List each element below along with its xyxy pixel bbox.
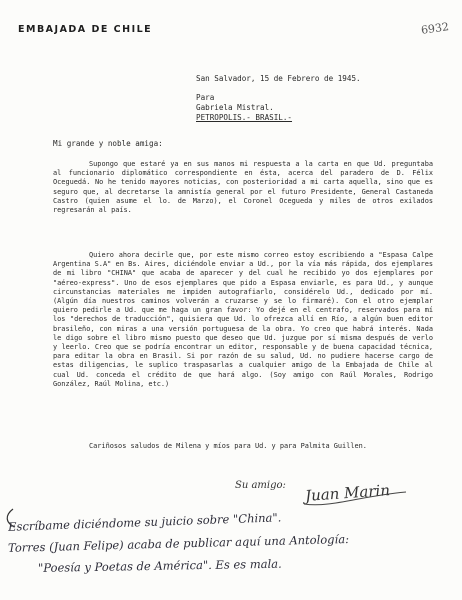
body-paragraph-1: Supongo que estaré ya en sus manos mi respuesta a la carta en que Ud. preguntaba al funcionario diplomático correspondiente en ésta, acerca del paradero de D. Félix Oceguedá. No he tenido mayores noticias, con posterioridad a mi carta aquella, sino que es seguro que, al decretarse la amnistía general por el futuro Presidente, General Castaneda Castro (quien asume el lo. de Marzo), el Coronel Ocegueda y miles de otros exilados regresarán al país. [53, 160, 433, 215]
archive-number: 6932 [420, 20, 450, 37]
dateline: San Salvador, 15 de Febrero de 1945. [196, 74, 361, 83]
valediction: Su amigo: [235, 480, 286, 491]
handwritten-note-line-3: "Poesía y Poetas de América". Es es mala. [37, 556, 282, 575]
body-paragraph-2: Quiero ahora decirle que, por este mismo correo estoy escribiendo a "Espasa Calpe Argentina S.A" en Bs. Aires, diciéndole enviar a Ud., por la vía más rápida, dos ejemplares de mi libro "CHINA" que acaba de aparecer y del cual he recibido yo dos ejemplares por "aéreo-express". Uno de esos ejemplares que pido a Espasa enviarle, es para Ud., y aunque circunstancias materiales me impiden autografiarlo, considérelo Ud., dedicado por mí. (Algún día nuestros caminos volverán a cruzarse y se lo firmaré). Con el otro ejemplar quiero pedirle a Ud. que me haga un gran favor: Yo dejé en el centrafo, reservados para mí los "derechos de traducción", quisiera que Ud. lo ofrezca allí en Río, a algún buen editor brasileño, con miras a una versión portuguesa de la obra. Yo creo que habrá interés. Nada le digo sobre el libro mismo puesto que deseo que Ud. juzgue por sí misma después de verlo y leerlo. Creo que se podría encontrar un editor, responsable y de buena capacidad técnica, para editar la obra en Brasil. Si por razón de su salud, Ud. no pudiere hacerse cargo de estas diligencias, le suplico traspasarlas a cualquier amigo de la Embajada de Chile al cual Ud. conceda el crédito de que hará algo. (Soy amigo con Raúl Morales, Rodrigo González, Raúl Molina, etc.) [53, 251, 433, 388]
body-paragraph-3: Cariñosos saludos de Milena y míos para Ud. y para Palmita Guillen. [89, 442, 367, 450]
recipient-name: Gabriela Mistral. [196, 103, 274, 112]
letterhead: EMBAJADA DE CHILE [18, 24, 153, 35]
recipient-prefix: Para [196, 93, 215, 102]
handwritten-note-line-1: Escríbame diciéndome su juicio sobre "China". [7, 510, 282, 534]
salutation: Mi grande y noble amiga: [53, 139, 163, 148]
recipient-location: PETROPOLIS.- BRASIL.- [196, 113, 293, 122]
signature: Juan Marin [304, 481, 391, 505]
handwritten-note-line-2: Torres (Juan Felipe) acaba de publicar aquí una Antología: [7, 531, 350, 555]
